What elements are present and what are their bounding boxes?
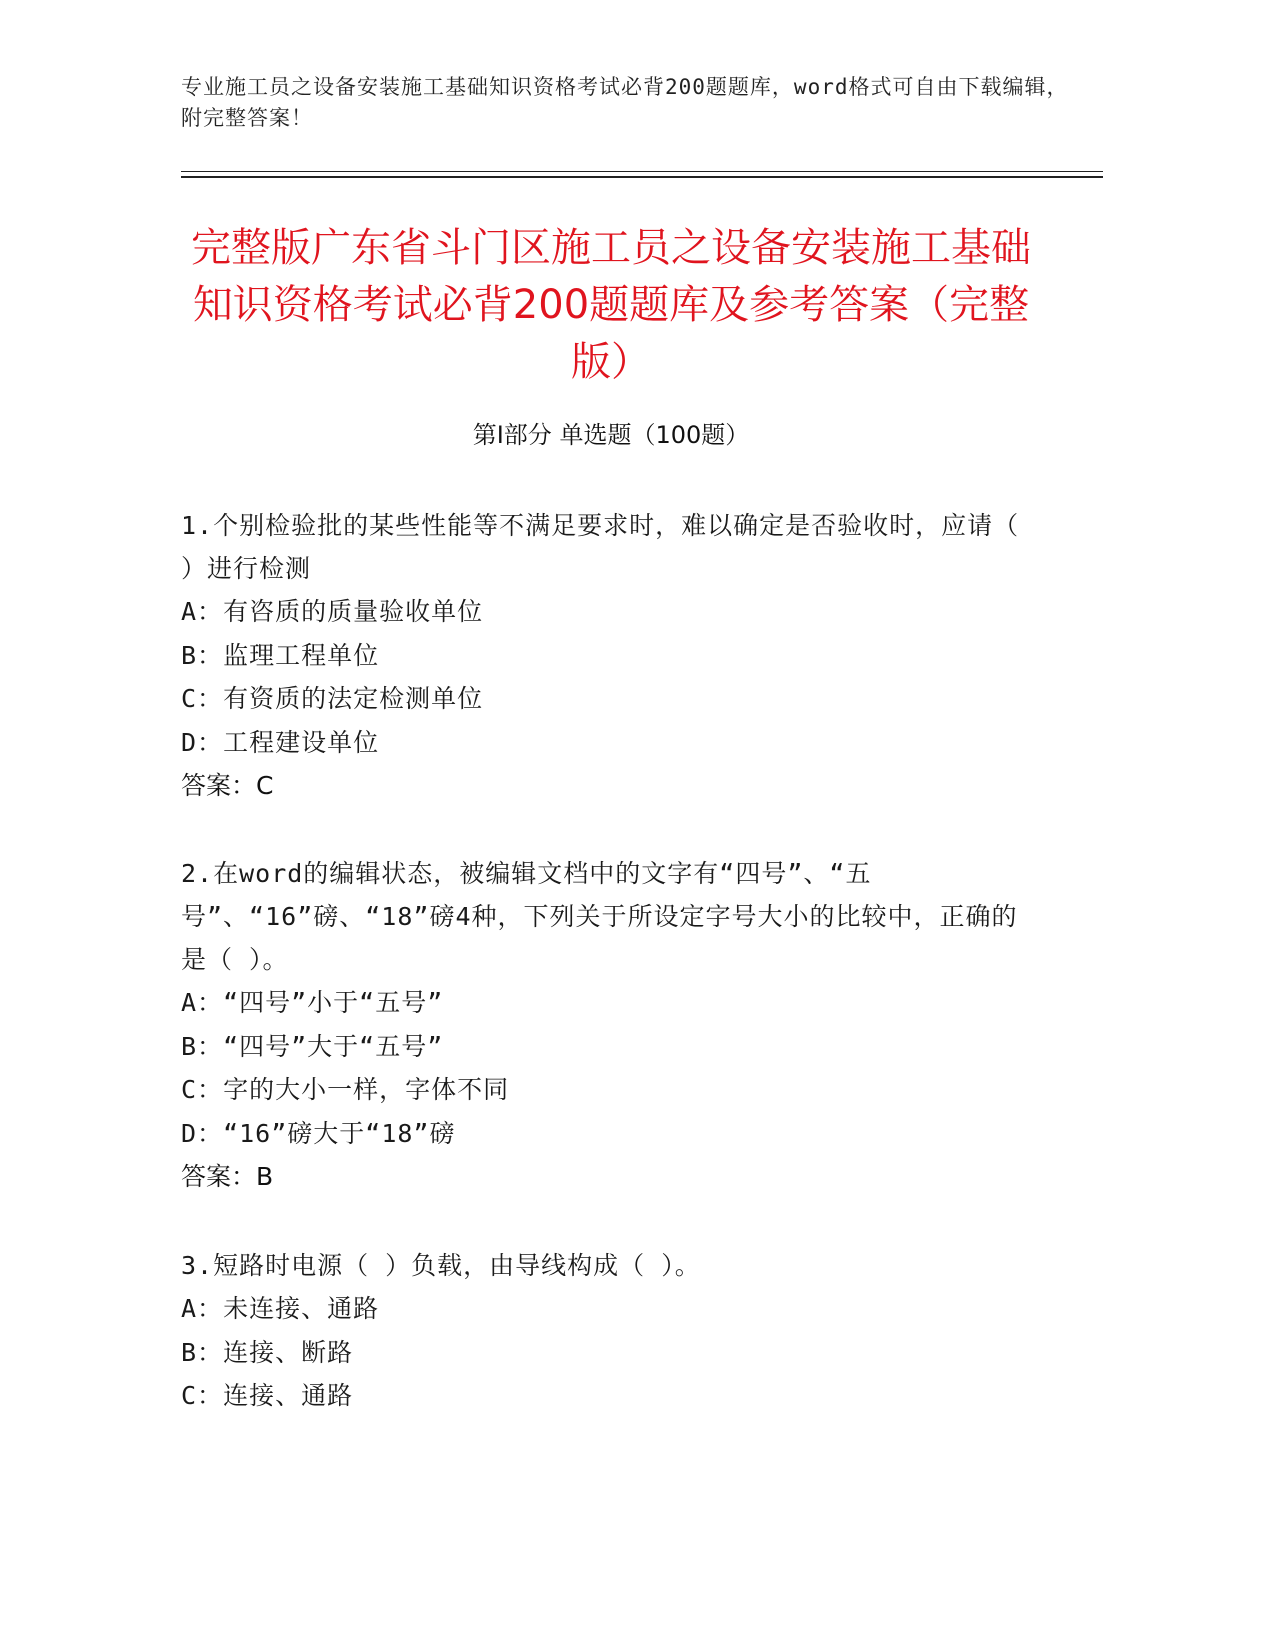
option-c xyxy=(181,1374,1021,1418)
option-key: A： xyxy=(181,1294,224,1323)
option-c xyxy=(181,1068,1021,1112)
option-a xyxy=(181,1287,1021,1331)
option-text: 有资质的法定检测单位 xyxy=(223,684,484,713)
header-note: 专业施工员之设备安装施工基础知识资格考试必背200题题库，word格式可自由下载编辑，附完整答案！ xyxy=(181,75,1069,130)
option-text: “四号”小于“五号” xyxy=(223,988,444,1017)
document-title: 完整版广东省斗门区施工员之设备安装施工基础知识资格考试必背200题题库及参考答案（完整版） xyxy=(191,225,1031,385)
option-text: “四号”大于“五号” xyxy=(223,1031,444,1061)
header-divider-thin xyxy=(181,171,1103,172)
option-key: B： xyxy=(181,1031,224,1061)
option-key: C： xyxy=(181,1381,224,1410)
option-text: “16”磅大于“18”磅 xyxy=(223,1118,456,1148)
question-stem: 3.短路时电源（ ）负载，由导线构成（ ）。 xyxy=(181,1251,701,1280)
option-text: 有咨质的质量验收单位 xyxy=(223,597,484,626)
question-stem: 1.个别检验批的某些性能等不满足要求时，难以确定是否验收时，应请（ ）进行检测 xyxy=(181,511,1020,583)
option-key: A： xyxy=(181,988,224,1017)
question-3 xyxy=(181,1244,1021,1418)
option-a xyxy=(181,590,1021,634)
option-d xyxy=(181,721,1021,765)
option-text: 连接、断路 xyxy=(223,1337,354,1367)
option-key: D： xyxy=(181,1118,224,1148)
section-heading: 第I部分 单选题（100题） xyxy=(472,421,750,449)
answer: 答案：C xyxy=(181,771,274,800)
option-c xyxy=(181,677,1021,721)
question-1 xyxy=(181,504,1021,808)
option-key: B： xyxy=(181,1337,224,1367)
option-key: D： xyxy=(181,727,224,757)
option-text: 连接、通路 xyxy=(223,1381,354,1410)
option-text: 监理工程单位 xyxy=(223,640,380,670)
option-b xyxy=(181,1331,1021,1375)
option-key: A： xyxy=(181,597,224,626)
question-2 xyxy=(181,852,1021,1199)
option-text: 字的大小一样，字体不同 xyxy=(223,1075,510,1104)
option-key: B： xyxy=(181,640,224,670)
option-key: C： xyxy=(181,1075,224,1104)
option-b xyxy=(181,634,1021,678)
header-divider-thick xyxy=(181,176,1103,178)
option-d xyxy=(181,1112,1021,1156)
option-text: 未连接、通路 xyxy=(223,1294,380,1323)
question-stem: 2.在word的编辑状态，被编辑文档中的文字有“四号”、“五号”、“16”磅、“18”磅4种，下列关于所设定字号大小的比较中，正确的是（ ）。 xyxy=(181,859,1018,974)
answer: 答案：B xyxy=(181,1162,274,1191)
option-key: C： xyxy=(181,684,224,713)
option-a xyxy=(181,981,1021,1025)
option-text: 工程建设单位 xyxy=(223,727,380,757)
option-b xyxy=(181,1025,1021,1069)
